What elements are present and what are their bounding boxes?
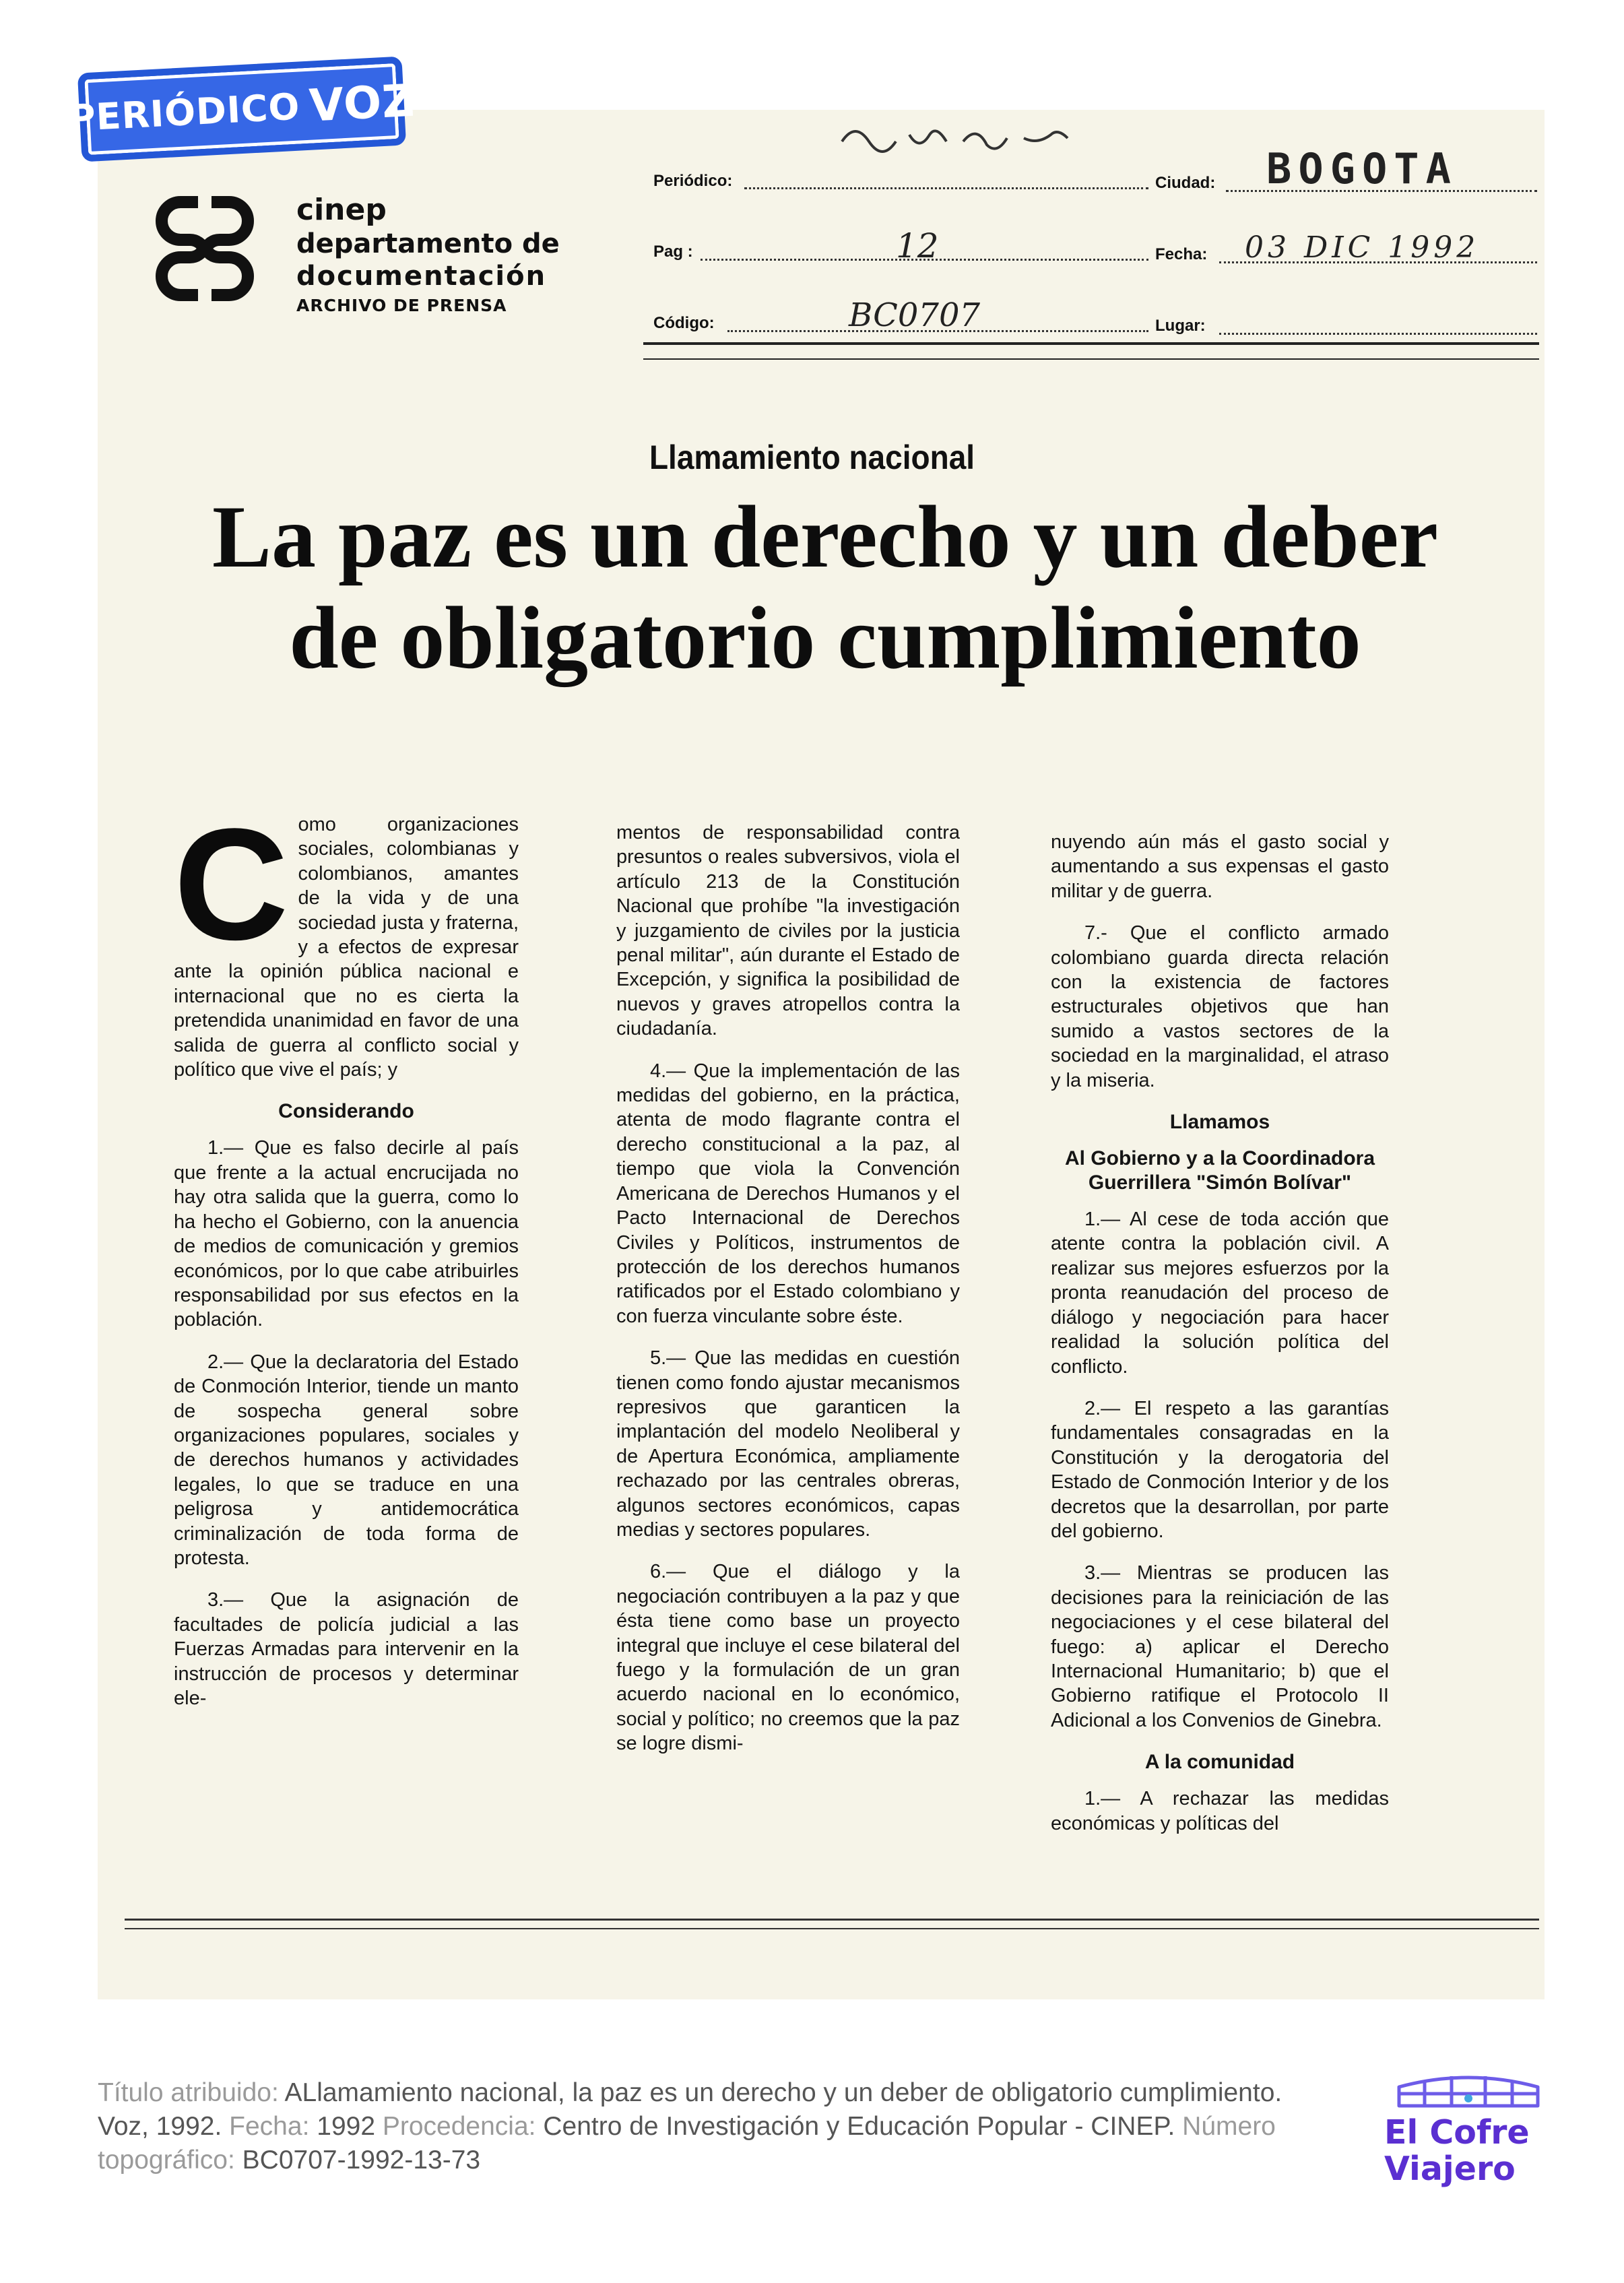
- cinep-logo-icon: [154, 193, 256, 304]
- paragraph-3b: mentos de responsabilidad contra presuntos o reales subversivos, viola el artículo 213 de la Constitución Nacional que prohíbe "la investigación y juzgamiento de civiles por la justicia penal militar", aún durante el Estado de Excepción, y significa la posibilidad de nuevos y graves atropellos contra la ciudadanía.: [616, 822, 960, 1040]
- bottom-rule-2: [125, 1928, 1539, 1929]
- headline-line-2: de obligatorio cumplimiento: [289, 588, 1361, 687]
- procedencia-label: Procedencia:: [382, 2112, 536, 2141]
- brand-line-2: Viajero: [1384, 2150, 1516, 2188]
- periodico-stamp: [67, 56, 416, 162]
- form-divider-2: [643, 358, 1539, 360]
- paragraph-4: 4.— Que la implementación de las medidas del gobierno, en la práctica, atenta de modo flagrante contra el derecho constitucional a la paz, al tiempo que viola la Convención Americana de Derechos Humanos y el Pacto Internacional de Derechos Civiles y Políticos, instrumentos de protección de los derechos humanos ratificados por el Estado colombiano y con fuerza vinculante sobre éste.: [616, 1060, 960, 1327]
- fecha-caption-label: Fecha:: [229, 2112, 310, 2141]
- ciudad-label: Ciudad:: [1155, 174, 1216, 192]
- cinep-documentation: documentación: [296, 261, 547, 292]
- brand-line-1: El Cofre: [1384, 2113, 1530, 2152]
- fecha-caption-value: 1992: [317, 2112, 376, 2141]
- chest-icon: [1384, 2067, 1553, 2111]
- dropcap: C: [174, 796, 289, 973]
- gobierno-item-3: 3.— Mientras se producen las decisiones para la reiniciación de las negociaciones y el cese bilateral del fuego: a) aplicar el Derecho Internacional Humanitario; b) que el Gobierno ratifique el Protocolo II Adicional a los Convenios de Ginebra.: [1051, 1562, 1389, 1731]
- cinep-header: [296, 193, 560, 319]
- el-cofre-viajero-logo: [1384, 2067, 1553, 2187]
- paragraph-6b: nuyendo aún más el gasto social y aumentando a sus expensas el gasto militar y de guerra.: [1051, 831, 1389, 902]
- al-gobierno-heading: Al Gobierno y a la Coordinadora Guerrillera "Simón Bolívar": [1064, 1147, 1375, 1194]
- article-kicker: Llamamiento nacional: [649, 439, 975, 476]
- procedencia-value: Centro de Investigación y Educación Popular - CINEP.: [543, 2112, 1175, 2141]
- paragraph-5: 5.— Que las medidas en cuestión tienen como fondo ajustar mecanismos represivos que garanticen la implantación del modelo Neoliberal y de Apertura Económica, ampliamente rechazado por las centrales obreras, algunos sectores económicos, capas medias y sectores populares.: [616, 1347, 960, 1541]
- handwritten-scribble: [835, 115, 1078, 162]
- paragraph-2: 2.— Que la declaratoria del Estado de Conmoción Interior, tiende un manto de sospecha general sobre organizaciones populares, sociales y de derechos humanos y actividades legales, lo que se traduce en una peligrosa y antidemocrática criminalización de toda forma de protesta.: [174, 1351, 519, 1569]
- paragraph-7: 7.- Que el conflicto armado colombiano guarda directa relación con la existencia de factores estructurales objetivos que han sumido a vastos sectores de la sociedad en la marginalidad, el atraso y la miseria.: [1051, 922, 1389, 1091]
- stamp-text: PERIÓDICO: [67, 85, 301, 139]
- headline-line-1: La paz es un derecho y un deber: [212, 487, 1439, 586]
- cinep-department: departamento de: [296, 228, 560, 259]
- lugar-label: Lugar:: [1155, 317, 1206, 335]
- paragraph-3a: 3.— Que la asignación de facultades de policía judicial a las Fuerzas Armadas para intervenir en la instrucción de procesos y determinar ele-: [174, 1589, 519, 1709]
- considerando-heading: Considerando: [278, 1100, 414, 1123]
- article-column-2: [616, 821, 960, 1774]
- periodico-line: [744, 187, 1148, 189]
- comunidad-heading: A la comunidad: [1144, 1751, 1295, 1774]
- comunidad-item-1: 1.— A rechazar las medidas económicas y políticas del: [1051, 1788, 1389, 1834]
- paragraph-6: 6.— Que el diálogo y la negociación contribuyen a la paz y que ésta tiene como base un proyecto integral que incluye el cese bilateral del fuego y la formulación de un gran acuerdo nacional en lo económico, social y político; no creemos que la paz se logre dismi-: [616, 1561, 960, 1755]
- stamp-bold-text: VOZ: [308, 74, 416, 132]
- gobierno-item-2: 2.— El respeto a las garantías fundamentales consagradas en la Constitución y la derogatoria del Estado de Conmoción Interior y de los decretos que la desarrollan, por parte del gobierno.: [1051, 1397, 1389, 1542]
- article-column-1: [174, 796, 519, 1728]
- numero-label: Número topográfico:: [98, 2112, 1276, 2175]
- pag-value: 12: [896, 226, 939, 265]
- ciudad-value: BOGOTA: [1266, 144, 1458, 193]
- article-column-3: [1051, 830, 1389, 1853]
- titulo-value: ALlamamiento nacional, la paz es un derecho y un deber de obligatorio cumplimiento. Voz, 1992.: [98, 2078, 1282, 2141]
- titulo-label: Título atribuido:: [98, 2078, 279, 2107]
- article-headline: [101, 486, 1549, 688]
- gobierno-item-1: 1.— Al cese de toda acción que atente contra la población civil. A realizar sus mejores esfuerzos por la pronta reanudación del proceso de diálogo y negociación para hacer realidad la solución política del conflicto.: [1051, 1209, 1389, 1378]
- intro-paragraph: [174, 796, 519, 1082]
- lugar-line: [1219, 333, 1537, 335]
- fecha-value: 03 DIC 1992: [1245, 230, 1480, 265]
- cinep-name: cinep: [296, 193, 387, 227]
- codigo-value: BC0707: [849, 296, 981, 334]
- paragraph-1: 1.— Que es falso decirle al país que frente a la actual encrucijada no hay otra salida que la guerra, como lo ha hecho el Gobierno, con la anuencia de medios de comunicación y gremios económicos, por lo que cabe atribuirles responsabilidad por sus efectos en la población.: [174, 1137, 519, 1331]
- fecha-label: Fecha:: [1155, 245, 1208, 263]
- archive-caption: [98, 2076, 1310, 2177]
- periodico-label: Periódico:: [653, 172, 733, 190]
- llamamos-heading: Llamamos: [1169, 1111, 1270, 1134]
- bottom-rule-1: [125, 1919, 1539, 1921]
- pag-label: Pag :: [653, 243, 693, 261]
- form-divider: [643, 342, 1539, 345]
- codigo-label: Código:: [653, 314, 715, 332]
- numero-value: BC0707-1992-13-73: [242, 2146, 481, 2175]
- intro-text: omo organizaciones sociales, colombianas y colombianos, amantes de la vida y de una sociedad justa y fraterna, y a efectos de expresar ante la opinión pública nacional e internacional que no es cierta la pretendida unanimidad en favor de una salida de guerra al conflicto social y político que vive el país; y: [174, 814, 519, 1081]
- cinep-archive: ARCHIVO DE PRENSA: [296, 296, 507, 315]
